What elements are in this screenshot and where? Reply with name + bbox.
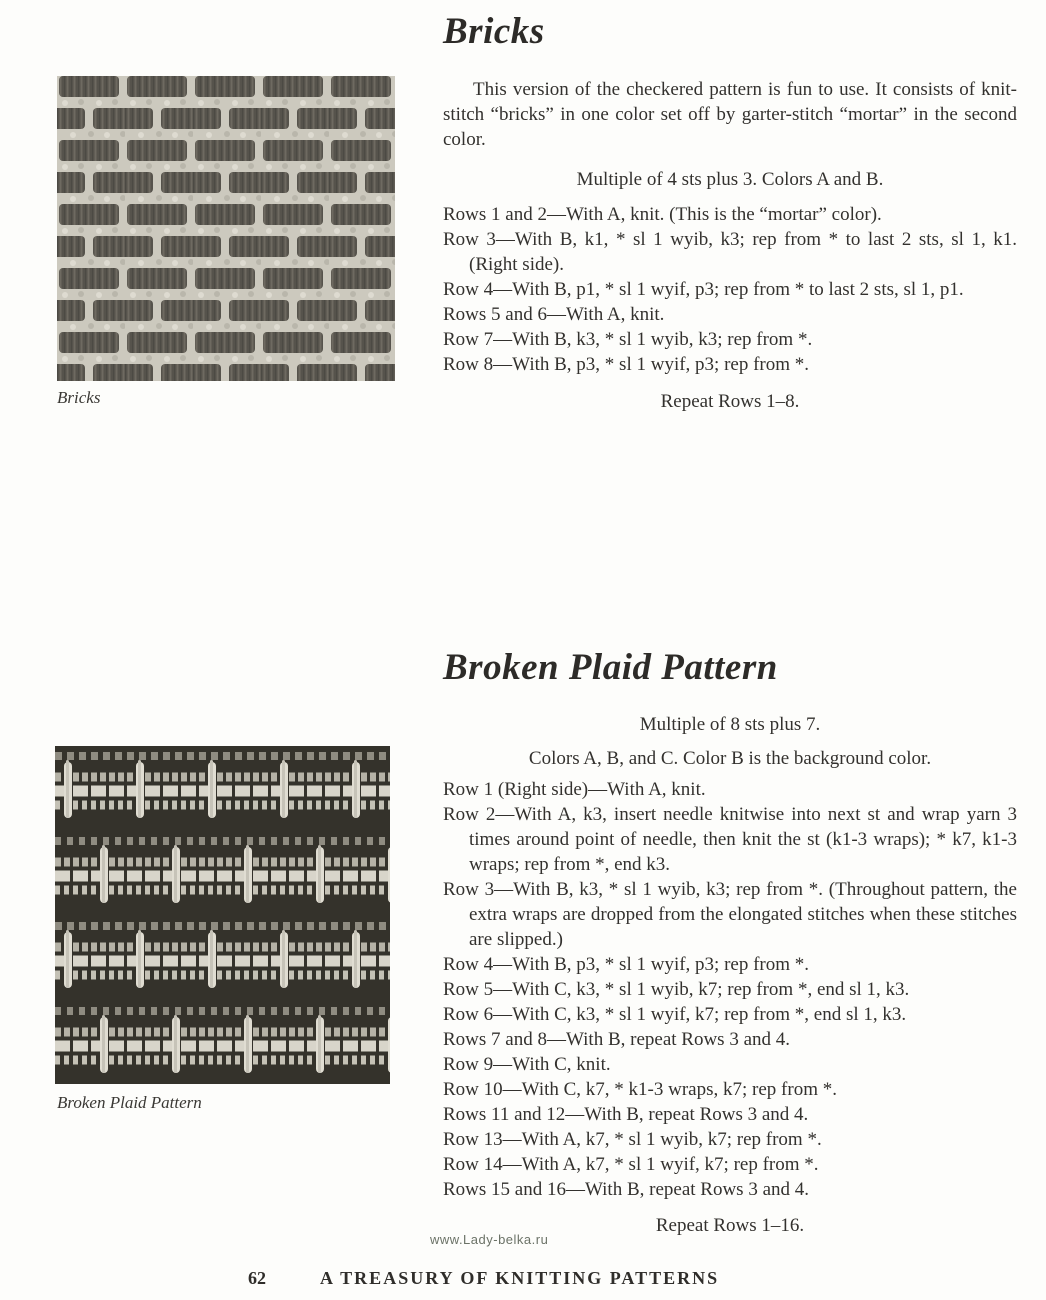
broken-plaid-swatch-photo [55, 746, 390, 1084]
bricks-intro-paragraph: This version of the checkered pattern is fun to use. It consists of knit-stitch “bricks” in one color set off by garter-stitch “mortar” in the second color. [443, 79, 1017, 150]
row-instruction: Rows 5 and 6—With A, knit. [443, 304, 665, 325]
watermark-text: www.Lady-belka.ru [430, 1232, 549, 1247]
broken-plaid-instructions [443, 712, 1017, 1238]
row-instruction: Row 14—With A, k7, * sl 1 wyif, k7; rep from *. [443, 1154, 819, 1175]
bricks-swatch-image [57, 76, 395, 381]
bricks-repeat-line: Repeat Rows 1–8. [660, 391, 800, 412]
bricks-row-list [443, 202, 1017, 377]
row-instruction: Row 10—With C, k7, * k1-3 wraps, k7; rep from *. [443, 1079, 837, 1100]
row-instruction: Row 1 (Right side)—With A, knit. [443, 779, 706, 800]
bricks-caption: Bricks [57, 388, 101, 407]
bricks-swatch-photo [57, 76, 395, 381]
row-instruction: Row 6—With C, k3, * sl 1 wyif, k7; rep from *, end sl 1, k3. [443, 1004, 907, 1025]
broken-plaid-title: Broken Plaid Pattern [443, 647, 778, 688]
broken-plaid-caption: Broken Plaid Pattern [57, 1093, 202, 1112]
bricks-title: Bricks [443, 11, 545, 52]
row-instruction: Rows 7 and 8—With B, repeat Rows 3 and 4. [443, 1029, 791, 1050]
row-instruction: Row 3—With B, k3, * sl 1 wyib, k3; rep from *. (Throughout pattern, the extra wraps are dropped from the elongated stitches when these stitches are slipped.) [443, 879, 1017, 950]
page-number: 62 [248, 1268, 266, 1288]
bricks-multiple-line: Multiple of 4 sts plus 3. Colors A and B. [576, 169, 884, 190]
row-instruction: Row 4—With B, p3, * sl 1 wyif, p3; rep from *. [443, 954, 810, 975]
row-instruction: Row 7—With B, k3, * sl 1 wyib, k3; rep from *. [443, 329, 813, 350]
row-instruction: Row 13—With A, k7, * sl 1 wyib, k7; rep from *. [443, 1129, 822, 1150]
broken-plaid-repeat-line: Repeat Rows 1–16. [655, 1215, 805, 1236]
row-instruction: Rows 15 and 16—With B, repeat Rows 3 and 4. [443, 1179, 810, 1200]
row-instruction: Rows 11 and 12—With B, repeat Rows 3 and 4. [443, 1104, 809, 1125]
broken-plaid-multiple-line: Multiple of 8 sts plus 7. [639, 714, 821, 735]
bricks-instructions [443, 77, 1017, 414]
broken-plaid-row-list [443, 777, 1017, 1202]
book-title-footer: A TREASURY OF KNITTING PATTERNS [320, 1268, 720, 1288]
row-instruction: Row 4—With B, p1, * sl 1 wyif, p3; rep from * to last 2 sts, sl 1, p1. [443, 279, 964, 300]
row-instruction: Row 9—With C, knit. [443, 1054, 611, 1075]
broken-plaid-colors-note: Colors A, B, and C. Color B is the background color. [528, 748, 932, 769]
row-instruction: Rows 1 and 2—With A, knit. (This is the “mortar” color). [443, 204, 882, 225]
row-instruction: Row 3—With B, k1, * sl 1 wyib, k3; rep from * to last 2 sts, sl 1, k1. (Right side). [443, 229, 1017, 275]
row-instruction: Row 5—With C, k3, * sl 1 wyib, k7; rep from *, end sl 1, k3. [443, 979, 910, 1000]
row-instruction: Row 8—With B, p3, * sl 1 wyif, p3; rep from *. [443, 354, 810, 375]
row-instruction: Row 2—With A, k3, insert needle knitwise into next st and wrap yarn 3 times around point of needle, then knit the st (k1-3 wraps); * k7, k1-3 wraps; rep from *, end k3. [443, 804, 1017, 875]
broken-plaid-swatch-image [55, 746, 390, 1084]
